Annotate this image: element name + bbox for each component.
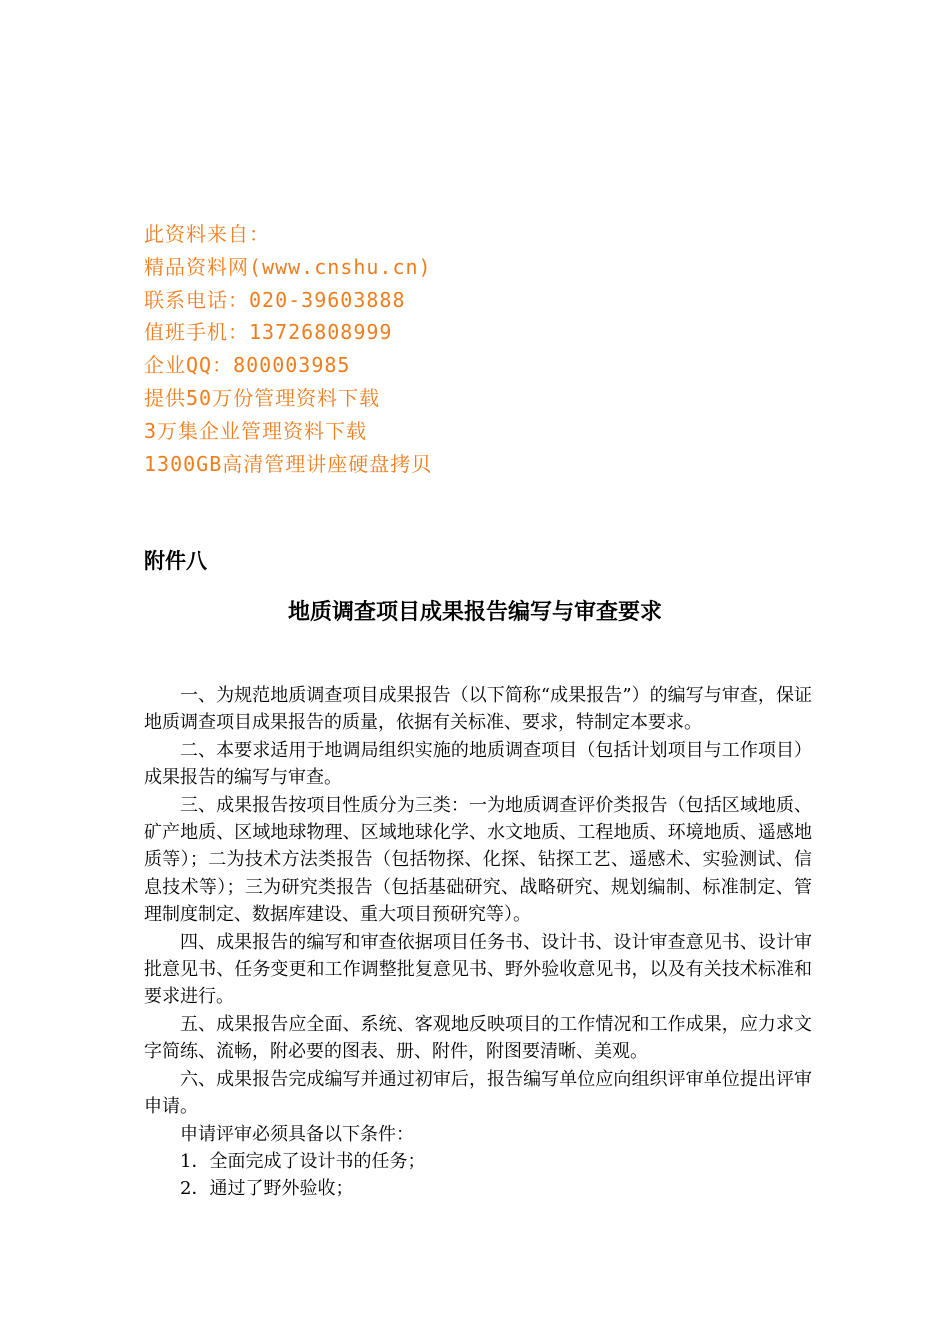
source-line-offer-3: 1300GB高清管理讲座硬盘拷贝 [144, 451, 433, 476]
paragraph-6: 六、成果报告完成编写并通过初审后，报告编写单位应向组织评审单位提出评审申请。 [144, 1068, 812, 1118]
source-line-qq: 企业QQ：800003985 [144, 353, 351, 378]
document-title: 地质调查项目成果报告编写与审查要求 [287, 600, 662, 625]
condition-item-2: 2．通过了野外验收； [180, 1178, 354, 1200]
condition-item-1: 1．全面完成了设计书的任务； [180, 1150, 426, 1172]
document-body [144, 682, 812, 1203]
paragraph-4: 四、成果报告的编写和审查依据项目任务书、设计书、设计审查意见书、设计审批意见书、任务变更和工作调整批复意见书、野外验收意见书，以及有关技术标准和要求进行。 [144, 931, 812, 1008]
paragraph-2: 二、本要求适用于地调局组织实施的地质调查项目（包括计划项目与工作项目）成果报告的编写与审查。 [144, 739, 812, 789]
source-line-offer-2: 3万集企业管理资料下载 [144, 418, 368, 443]
source-line-mobile: 值班手机：13726808999 [144, 320, 393, 345]
source-line-phone: 联系电话：020-39603888 [144, 287, 406, 312]
paragraph-5: 五、成果报告应全面、系统、客观地反映项目的工作情况和工作成果，应力求文字简练、流畅，附必要的图表、册、附件，附图要清晰、美观。 [144, 1013, 812, 1063]
source-line-offer-1: 提供50万份管理资料下载 [144, 385, 381, 410]
paragraph-3: 三、成果报告按项目性质分为三类：一为地质调查评价类报告（包括区域地质、矿产地质、区域地球物理、区域地球化学、水文地质、工程地质、环境地质、遥感地质等）；二为技术方法类报告（包括物探、化探、钻探工艺、遥感术、实验测试、信息技术等）；三为研究类报告（包括基础研究、战略研究、规划编制、标准制定、管理制度制定、数据库建设、重大项目预研究等）。 [144, 794, 812, 926]
source-line-website: 精品资料网(www.cnshu.cn) [144, 254, 432, 279]
source-info-block [144, 218, 764, 480]
paragraph-1: 一、为规范地质调查项目成果报告（以下简称“成果报告”）的编写与审查，保证地质调查项目成果报告的质量，依据有关标准、要求，特制定本要求。 [144, 685, 812, 734]
conditions-intro: 申请评审必须具备以下条件： [180, 1123, 414, 1145]
attachment-label: 附件八 [144, 549, 207, 573]
source-line-heading: 此资料来自： [144, 222, 270, 246]
